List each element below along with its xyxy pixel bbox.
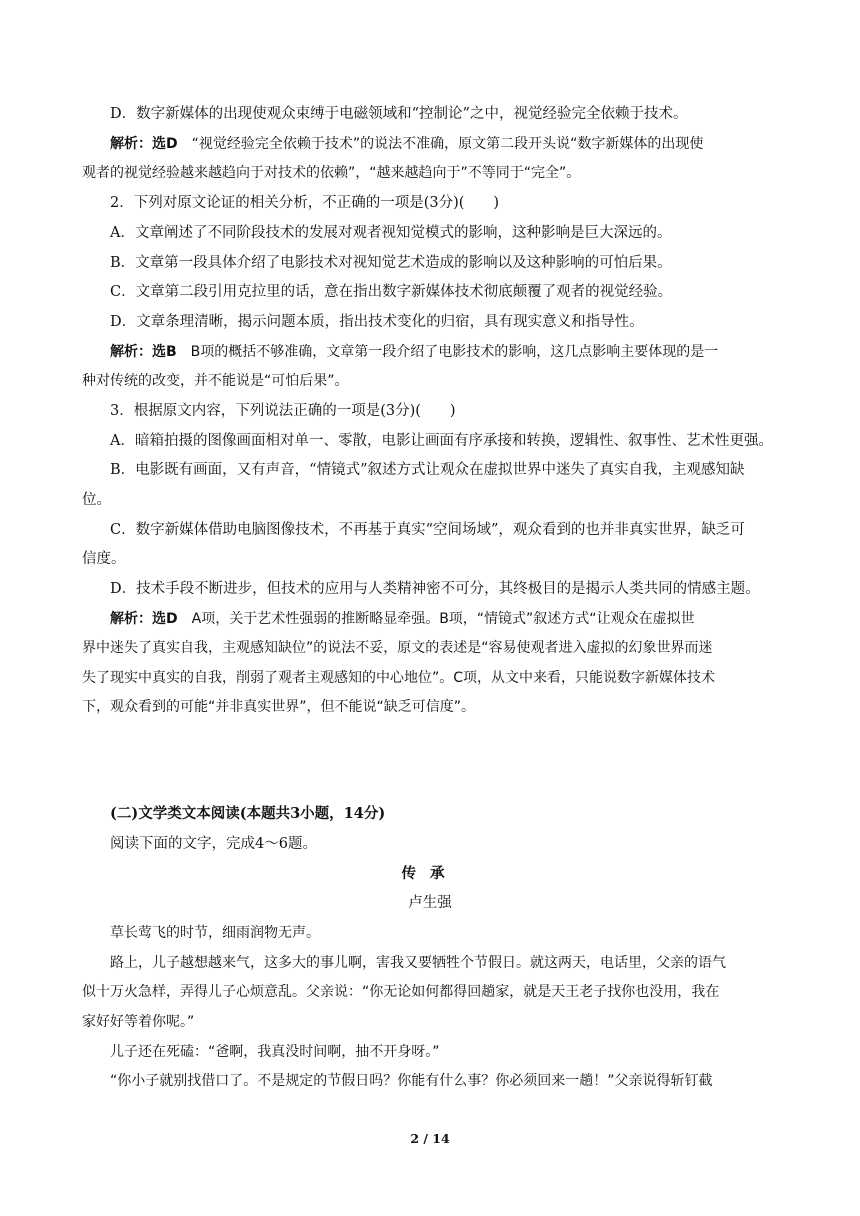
page-number: 2 / 14	[410, 1131, 450, 1146]
story-paragraph-2-line-2: 似十万火急样，弄得儿子心烦意乱。父亲说：“你无论如何都得回趟家，就是天王老子找你也没用，我在	[82, 984, 720, 1000]
q1-explanation-line-1	[110, 134, 782, 154]
q3-explanation-line-1	[110, 609, 782, 629]
explanation-label: 解析：选B	[110, 344, 177, 360]
section-heading: (二)文学类文本阅读(本题共3小题，14分)	[110, 805, 386, 822]
q2-stem: 2．下列对原文论证的相关分析，不正确的一项是(3分)( )	[110, 195, 500, 211]
q3-explanation-line-3: 失了现实中真实的自我，削弱了观者主观感知的中心地位”。C项，从文中来看，只能说数字新媒体技术	[82, 670, 716, 686]
explanation-text: B项的概括不够准确，文章第一段介绍了电影技术的影响，这几点影响主要体现的是一	[190, 344, 719, 360]
q2-option-a: A．文章阐述了不同阶段技术的发展对观者视知觉模式的影响，这种影响是巨大深远的。	[110, 225, 672, 241]
story-paragraph-1: 草长莺飞的时节，细雨润物无声。	[110, 925, 320, 941]
q2-explanation-line-2: 种对传统的改变，并不能说是“可怕后果”。	[82, 373, 349, 389]
q3-option-b-line-1: B．电影既有画面，又有声音，“情镜式”叙述方式让观众在虚拟世界中迷失了真实自我，主观感知缺	[110, 462, 745, 478]
q1-option-d: D．数字新媒体的出现使观众束缚于电磁领域和“控制论”之中，视觉经验完全依赖于技术。	[110, 106, 688, 122]
q3-option-d: D．技术手段不断进步，但技术的应用与人类精神密不可分，其终极目的是揭示人类共同的情感主题。	[110, 581, 760, 597]
story-title: 传承	[401, 865, 459, 882]
q3-option-a: A．暗箱拍摄的图像画面相对单一、零散，电影让画面有序承接和转换，逻辑性、叙事性、艺术性更强。	[110, 433, 773, 449]
story-paragraph-4-line-1: “你小子就别找借口了。不是规定的节假日吗？你能有什么事？你必须回来一趟！”父亲说得斩钉截	[110, 1073, 713, 1089]
q2-explanation-line-1	[110, 342, 782, 362]
reading-instruction: 阅读下面的文字，完成4～6题。	[110, 836, 317, 852]
story-paragraph-3: 儿子还在死磕：“爸啊，我真没时间啊，抽不开身呀。”	[110, 1044, 440, 1060]
q2-option-c: C．文章第二段引用克拉里的话，意在指出数字新媒体技术彻底颠覆了观者的视觉经验。	[110, 284, 673, 300]
explanation-text: “视觉经验完全依赖于技术”的说法不准确，原文第二段开头说“数字新媒体的出现使	[191, 136, 704, 152]
story-author: 卢生强	[408, 895, 452, 911]
q3-option-c-line-1: C．数字新媒体借助电脑图像技术，不再基于真实“空间场域”，观众看到的也并非真实世界，缺乏可	[110, 522, 745, 538]
q3-option-c-line-2: 信度。	[82, 551, 126, 567]
story-paragraph-2-line-1: 路上，儿子越想越来气，这多大的事儿啊，害我又要牺牲个节假日。就这两天，电话里，父亲的语气	[110, 955, 726, 971]
explanation-label: 解析：选D	[110, 136, 178, 152]
explanation-text: A项，关于艺术性强弱的推断略显牵强。B项，“情镜式”叙述方式“让观众在虚拟世	[191, 611, 695, 627]
story-paragraph-2-line-3: 家好好等着你呢。”	[82, 1014, 195, 1030]
q3-explanation-line-2: 界中迷失了真实自我，主观感知缺位”的说法不妥，原文的表述是“容易使观者进入虚拟的幻象世界而迷	[82, 640, 713, 656]
q2-option-d: D．文章条理清晰，揭示问题本质，指出技术变化的归宿，具有现实意义和指导性。	[110, 314, 644, 330]
q2-option-b: B．文章第一段具体介绍了电影技术对视知觉艺术造成的影响以及这种影响的可怕后果。	[110, 255, 672, 271]
explanation-label: 解析：选D	[110, 611, 178, 627]
q3-option-b-line-2: 位。	[82, 492, 111, 508]
q3-explanation-line-4: 下，观众看到的可能“并非真实世界”，但不能说“缺乏可信度”。	[82, 699, 476, 715]
q3-stem: 3．根据原文内容，下列说法正确的一项是(3分)( )	[110, 403, 456, 419]
q1-explanation-line-2: 观者的视觉经验越来越趋向于对技术的依赖”，“越来越趋向于”不等同于“完全”。	[82, 165, 581, 181]
